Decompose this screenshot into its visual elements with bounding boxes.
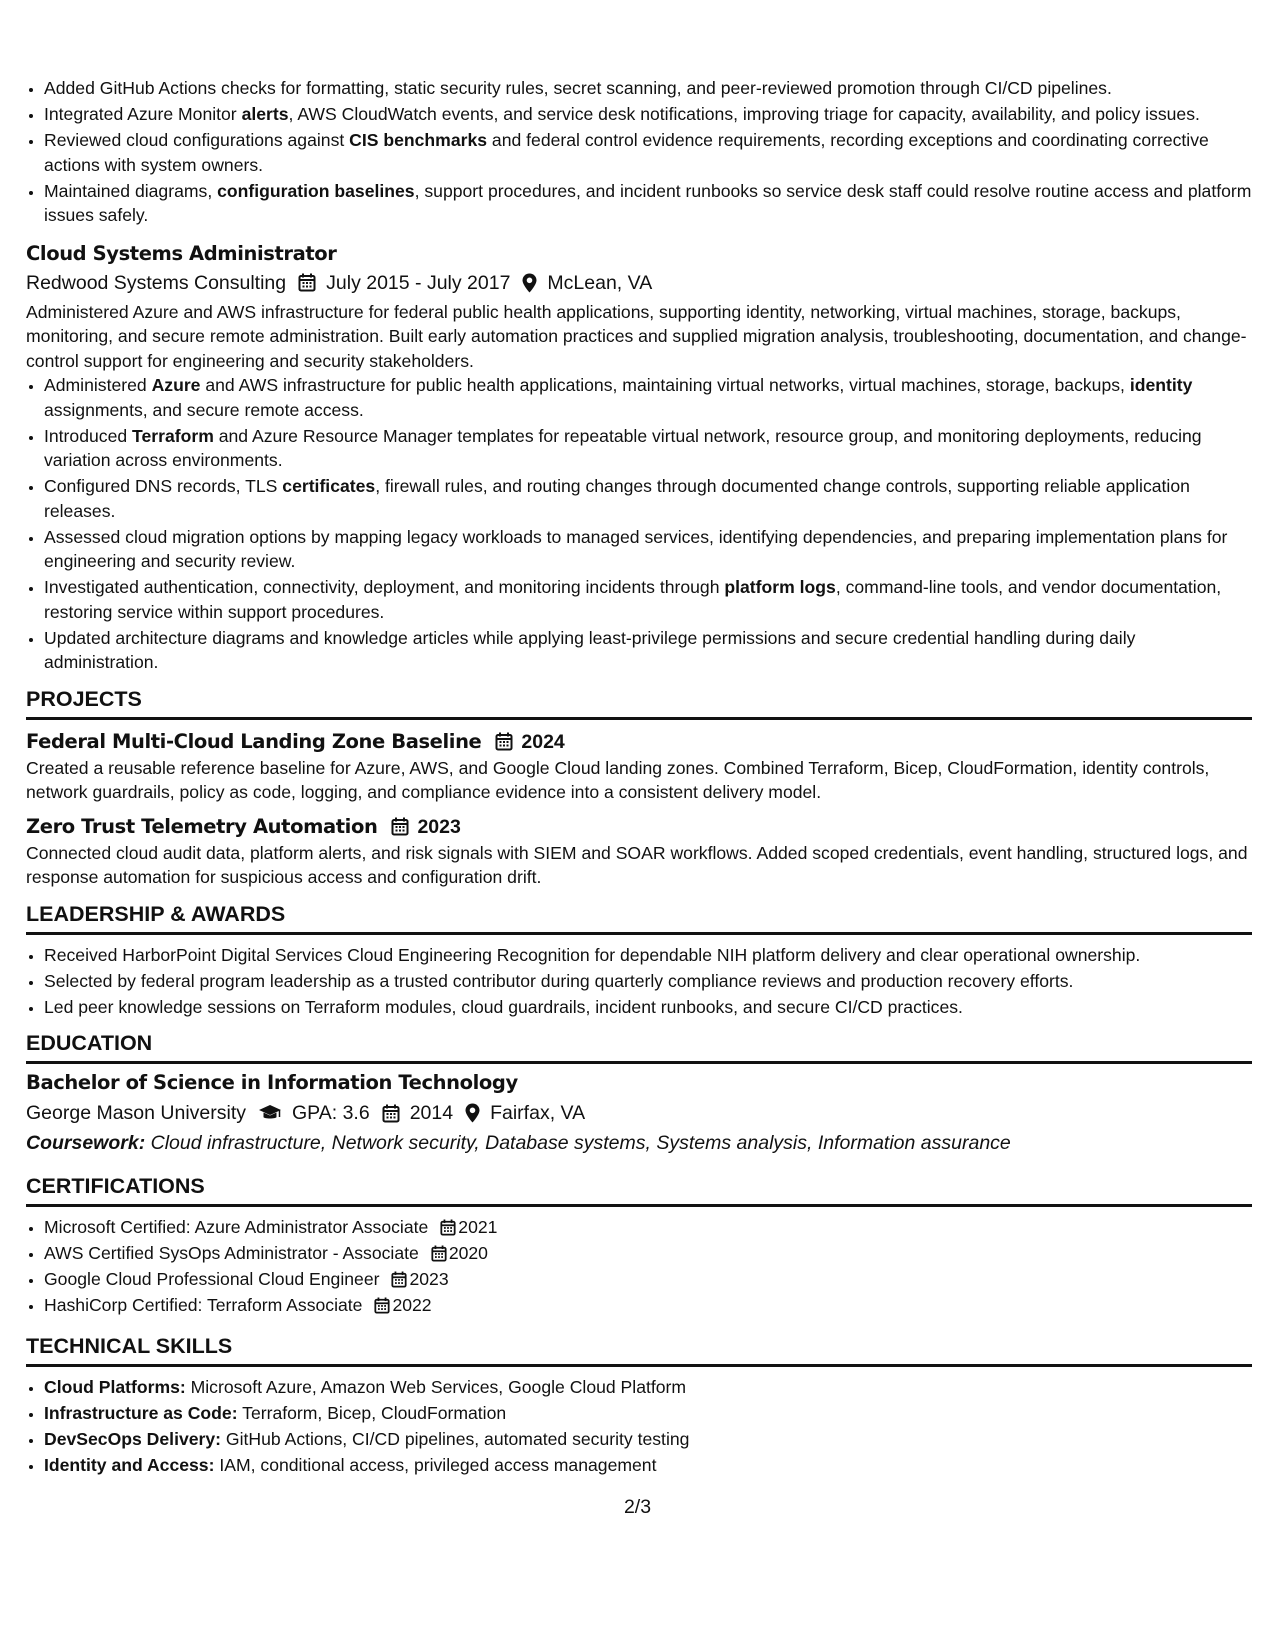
calendar-icon <box>374 1297 390 1314</box>
project-title: Federal Multi-Cloud Landing Zone Baseline <box>26 729 482 753</box>
graduation-year: 2014 <box>409 1102 454 1124</box>
map-pin-icon <box>522 273 537 293</box>
resume-page <box>26 76 1252 1479</box>
job-summary: Administered Azure and AWS infrastructure for federal public health applications, supporting identity, networking, virtual machines, storage, backups, monitoring, and secure remote administration. Built early automation practices and supplied migration analysis, troubleshooting, documentation, and change-control support for engineering and security stakeholders. <box>26 301 1247 371</box>
certifications-section <box>26 1172 1252 1318</box>
list-item <box>44 1375 1252 1400</box>
list-item <box>44 1453 1252 1478</box>
calendar-icon <box>391 1271 407 1288</box>
list-item: • Reviewed cloud configurations against CIS benchmarks and federal control evidence requirements, recording exceptions and coordinating corrective actions with system owners. <box>44 128 1252 177</box>
section-heading-education: EDUCATION <box>26 1029 1252 1064</box>
cert-year: 2020 <box>448 1243 488 1263</box>
list-item: • Updated architecture diagrams and knowledge articles while applying least-privilege permissions and secure credential handling during daily administration. <box>44 626 1252 675</box>
list-item: • Led peer knowledge sessions on Terraform modules, cloud guardrails, incident runbooks, and secure CI/CD practices. <box>44 995 1252 1020</box>
gpa: GPA: 3.6 <box>292 1102 370 1124</box>
skill-value: IAM, conditional access, privileged access management <box>214 1454 657 1475</box>
cert-year: 2021 <box>458 1217 498 1237</box>
job-location: McLean, VA <box>547 271 653 294</box>
cert-name: • AWS Certified SysOps Administrator - Associate <box>44 1243 419 1263</box>
list-item <box>44 1401 1252 1426</box>
coursework-label: Coursework: <box>26 1132 146 1154</box>
project-item <box>26 813 1252 890</box>
education-meta <box>26 1098 1252 1128</box>
calendar-icon <box>431 1245 447 1262</box>
job-meta <box>26 268 1252 298</box>
calendar-icon <box>391 817 409 836</box>
projects-section <box>26 685 1252 890</box>
skill-value: GitHub Actions, CI/CD pipelines, automated security testing <box>221 1428 690 1449</box>
list-item: • Maintained diagrams, configuration baselines, support procedures, and incident runbooks so service desk staff could resolve routine access and platform issues safely. <box>44 179 1252 228</box>
list-item <box>44 1267 1252 1292</box>
coursework <box>26 1128 1252 1158</box>
cert-name: • Google Cloud Professional Cloud Engineer <box>44 1269 380 1289</box>
prev-job-bullets <box>26 76 1252 228</box>
job-dates: July 2015 - July 2017 <box>326 271 511 294</box>
skill-value: Microsoft Azure, Amazon Web Services, Google Cloud Platform <box>185 1376 687 1397</box>
graduation-cap-icon <box>258 1104 282 1122</box>
job-title: Cloud Systems Administrator <box>26 241 337 265</box>
calendar-icon <box>298 273 316 292</box>
project-item <box>26 728 1252 805</box>
list-item: • Added GitHub Actions checks for formatting, static security rules, secret scanning, and peer-reviewed promotion through CI/CD pipelines. <box>44 76 1252 101</box>
list-item: • Received HarborPoint Digital Services Cloud Engineering Recognition for dependable NIH platform delivery and clear operational ownership. <box>44 943 1252 968</box>
list-item: • Assessed cloud migration options by mapping legacy workloads to managed services, identifying dependencies, and preparing implementation plans for engineering and security review. <box>44 525 1252 574</box>
list-item: • Integrated Azure Monitor alerts, AWS CloudWatch events, and service desk notifications, improving triage for capacity, availability, and policy issues. <box>44 102 1252 127</box>
map-pin-icon <box>465 1103 480 1123</box>
project-year: 2023 <box>417 815 461 838</box>
section-heading-leadership: LEADERSHIP & AWARDS <box>26 900 1252 935</box>
leadership-section <box>26 900 1252 1020</box>
cert-name: • Microsoft Certified: Azure Administrator Associate <box>44 1217 429 1237</box>
list-item <box>44 1241 1252 1266</box>
project-description: Created a reusable reference baseline for Azure, AWS, and Google Cloud landing zones. Combined Terraform, Bicep, CloudFormation, identity controls, network guardrails, policy as code, logging, and compliance evidence into a consistent delivery model. <box>26 757 1210 802</box>
section-heading-projects: PROJECTS <box>26 685 1252 720</box>
coursework-list: Cloud infrastructure, Network security, Database systems, Systems analysis, Information assurance <box>145 1132 1011 1154</box>
cert-year: 2022 <box>392 1295 432 1315</box>
project-title: Zero Trust Telemetry Automation <box>26 814 378 838</box>
calendar-icon <box>440 1219 456 1236</box>
list-item: • Configured DNS records, TLS certificates, firewall rules, and routing changes through documented change controls, supporting reliable application releases. <box>44 474 1252 523</box>
company-name: Redwood Systems Consulting <box>26 271 287 294</box>
list-item <box>44 1215 1252 1240</box>
job-bullets <box>26 373 1252 675</box>
list-item: • Investigated authentication, connectivity, deployment, and monitoring incidents through platform logs, command-line tools, and vendor documentation, restoring service within support procedures. <box>44 575 1252 624</box>
calendar-icon <box>382 1104 400 1123</box>
skill-label: Identity and Access: <box>44 1454 215 1475</box>
list-item <box>44 1427 1252 1452</box>
list-item: • Selected by federal program leadership as a trusted contributor during quarterly compliance reviews and production recovery efforts. <box>44 969 1252 994</box>
list-item <box>44 1293 1252 1318</box>
list-item: • Introduced Terraform and Azure Resource Manager templates for repeatable virtual network, resource group, and monitoring deployments, reducing variation across environments. <box>44 424 1252 473</box>
section-heading-certifications: CERTIFICATIONS <box>26 1172 1252 1207</box>
cert-year: 2023 <box>409 1269 449 1289</box>
degree-title: Bachelor of Science in Information Technology <box>26 1071 518 1094</box>
education-section <box>26 1029 1252 1158</box>
skill-label: Infrastructure as Code: <box>44 1402 238 1423</box>
cert-name: • HashiCorp Certified: Terraform Associate <box>44 1295 363 1315</box>
skills-section <box>26 1332 1252 1478</box>
list-item: • Administered Azure and AWS infrastructure for public health applications, maintaining virtual networks, virtual machines, storage, backups, identity assignments, and secure remote access. <box>44 373 1252 422</box>
school-name: George Mason University <box>26 1102 247 1124</box>
calendar-icon <box>495 732 513 751</box>
section-heading-skills: TECHNICAL SKILLS <box>26 1332 1252 1367</box>
project-description: Connected cloud audit data, platform alerts, and risk signals with SIEM and SOAR workflows. Added scoped credentials, event handling, structured logs, and response automation for suspicious access and configuration drift. <box>26 842 1248 887</box>
school-location: Fairfax, VA <box>490 1102 586 1124</box>
skill-label: DevSecOps Delivery: <box>44 1428 222 1449</box>
project-year: 2024 <box>521 730 565 753</box>
page-number: 2/3 <box>623 1496 652 1518</box>
skill-label: Cloud Platforms: <box>44 1376 186 1397</box>
skill-value: Terraform, Bicep, CloudFormation <box>237 1402 507 1423</box>
